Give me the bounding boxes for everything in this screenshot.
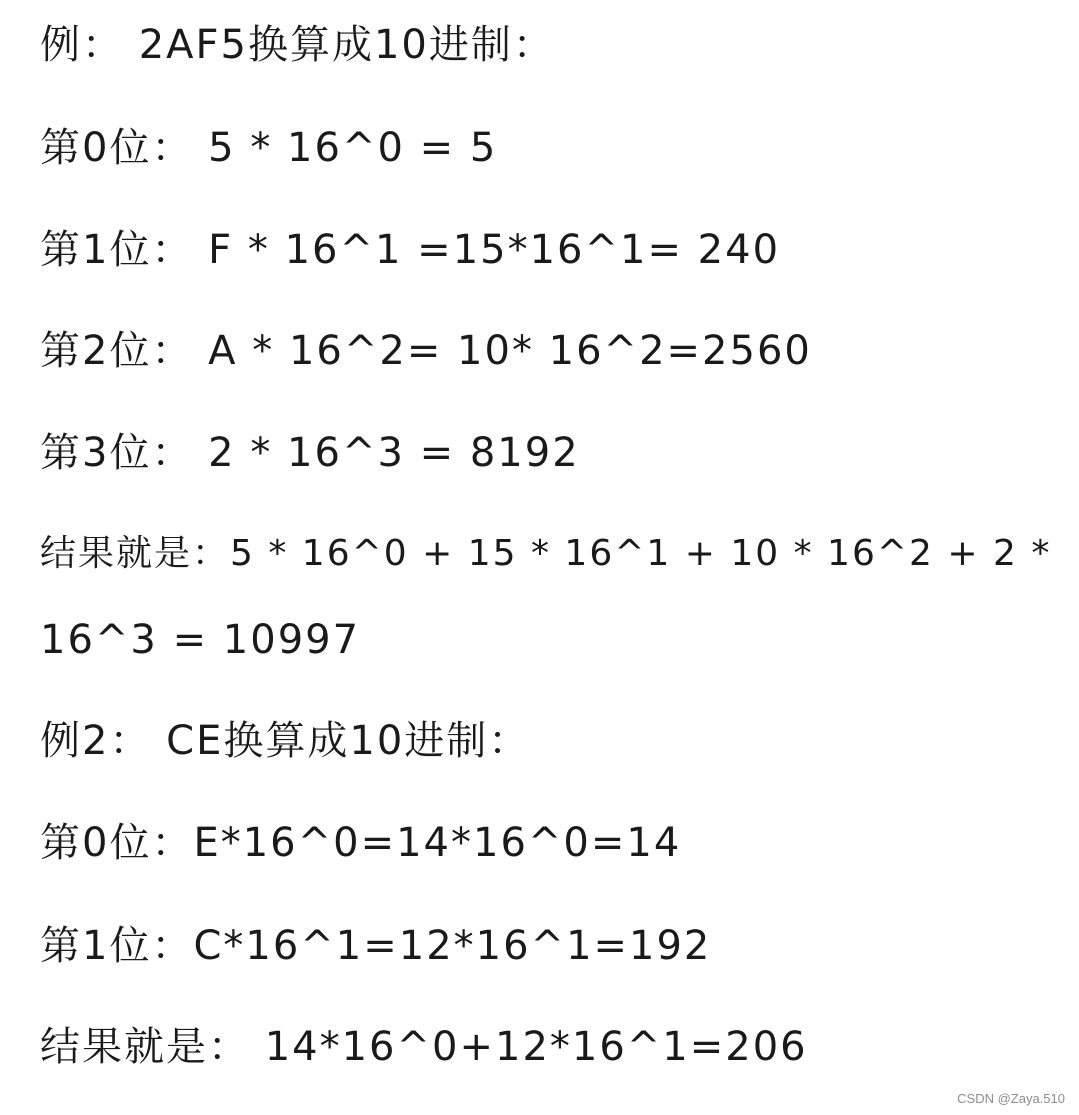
example2-result-line: 结果就是： 14*16^0+12*16^1=206 <box>40 1024 808 1070</box>
example1-heading: 例： 2AF5换算成10进制： <box>40 22 555 68</box>
example2-heading: 例2： CE换算成10进制： <box>40 718 531 764</box>
watermark: CSDN @Zaya.510 <box>957 1091 1065 1106</box>
example1-digit0-line: 第0位： 5 * 16^0 = 5 <box>40 125 498 171</box>
example2-digit0-line: 第0位：E*16^0=14*16^0=14 <box>40 820 682 866</box>
example1-result-line1: 结果就是：5 * 16^0 + 15 * 16^1 + 10 * 16^2 + 2 * <box>40 533 1052 574</box>
example2-digit1-line: 第1位：C*16^1=12*16^1=192 <box>40 923 712 969</box>
example1-result-line2: 16^3 = 10997 <box>40 617 361 663</box>
example1-digit3-line: 第3位： 2 * 16^3 = 8192 <box>40 430 580 476</box>
example1-digit1-line: 第1位： F * 16^1 =15*16^1= 240 <box>40 227 781 273</box>
example1-digit2-line: 第2位： A * 16^2= 10* 16^2=2560 <box>40 328 812 374</box>
